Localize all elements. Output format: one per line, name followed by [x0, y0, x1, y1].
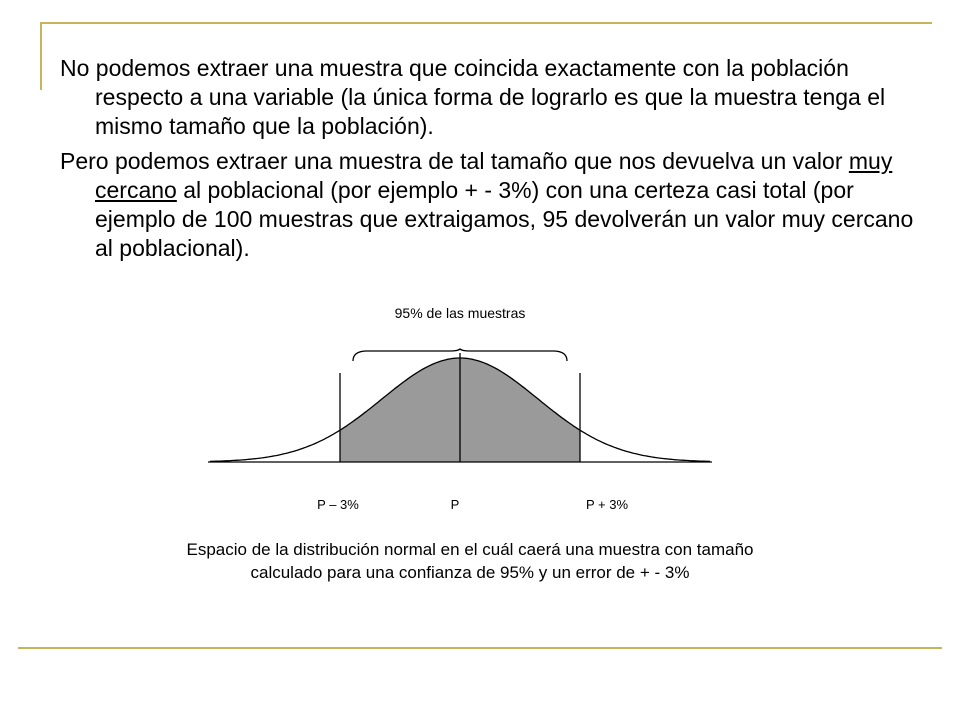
paragraph-1-text: No podemos extraer una muestra que coincida exactamente con la población respecto a una variable (la única forma de lograrlo es que la muestra tenga el mismo tamaño que la población). [60, 55, 886, 139]
caption-line-1: Espacio de la distribución normal en el cuál caerá una muestra con tamaño [186, 540, 754, 559]
paragraph-2-text-b: al poblacional (por ejemplo + - 3%) con una certeza casi total (por ejemplo de 100 muestras que extraigamos, 95 devolverán un valor muy cercano al poblacional). [95, 177, 914, 261]
paragraph-2 [60, 147, 920, 263]
normal-distribution-diagram [190, 295, 730, 525]
figure-caption [90, 538, 850, 584]
frame-top-rule [40, 22, 932, 24]
brace-label: 95% de las muestras [394, 305, 526, 321]
axis-label-left: P – 3% [317, 497, 359, 512]
paragraph-2-text-a: Pero podemos extraer una muestra de tal tamaño que nos devuelva un valor [60, 148, 849, 174]
paragraph-1 [60, 54, 920, 141]
axis-label-center: P [450, 497, 460, 512]
body-text [60, 54, 920, 269]
caption-line-2: calculado para una confianza de 95% y un error de + - 3% [250, 563, 690, 582]
frame-left-rule [40, 22, 42, 90]
paragraph-2-underlined: muy cercano [95, 148, 893, 203]
axis-label-right: P + 3% [585, 497, 629, 512]
frame-bottom-rule [18, 647, 942, 649]
